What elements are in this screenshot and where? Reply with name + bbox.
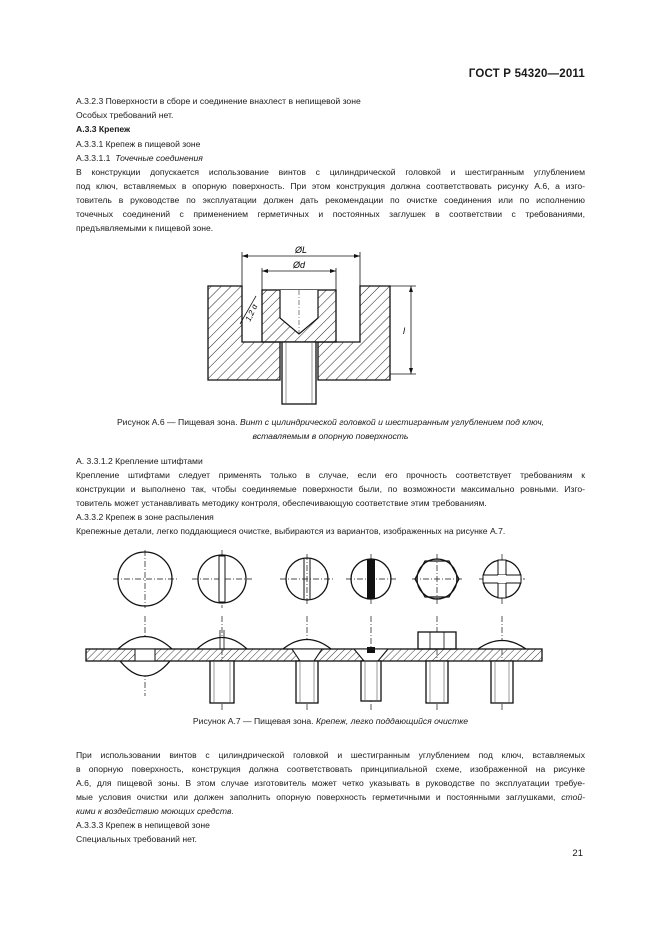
section-text-a333: Специальных требований нет. [76, 834, 197, 844]
section-heading-a333: А.3.3.3 Крепеж в непищевой зоне [76, 820, 210, 830]
fastener-section-views [86, 616, 542, 711]
paragraph-text: мые условия очистки или должен заполнить опорную поверхность герметичными и постоянными заглушками, [76, 792, 556, 802]
paragraph-line: предъявляемыми к пищевой зоне. [76, 223, 214, 233]
section-number: А.3.3.1.1 [76, 153, 111, 163]
caption-text: Крепеж, легко поддающийся очистке [315, 716, 469, 726]
fastener-top-view-1 [113, 550, 177, 608]
figure-a7-drawing [80, 546, 548, 718]
figure-a7-caption [40, 715, 621, 729]
fastener-top-view-4 [346, 554, 396, 604]
paragraph-line: товитель в руководстве по эксплуатации должен дать рекомендации по очистке соединения или по исполнению [76, 195, 585, 205]
paragraph-line: в опорную поверхность, конструкция должна соответствовать принципиальной схеме, изображенной на рисунке [76, 764, 585, 774]
fastener-top-view-3 [280, 554, 334, 604]
caption-prefix: Рисунок А.6 — Пищевая зона. [116, 417, 238, 427]
dim-label-L: ØL [294, 245, 308, 255]
section-title: Точечные соединения [115, 153, 203, 163]
section-heading-a332: А.3.3.2 Крепеж в зоне распыления [76, 512, 214, 522]
paragraph-line: конструкции и выполнено так, чтобы соединяемые поверхности были, по возможности максимально ровными. Изго- [76, 484, 585, 494]
paragraph-line: точечных соединений с применением герметичных и постоянных заглушек в соответствии с требованиями, [76, 209, 585, 219]
section-heading-a323: А.3.2.3 Поверхности в сборе и соединение внахлест в непищевой зоне [76, 96, 361, 106]
paragraph-line [76, 791, 585, 805]
section-heading-a3311 [76, 152, 203, 166]
paragraph-line: А.6, для пищевой зоны. В этом случае изготовитель может четко указывать в руководстве по эксплуатации требуе- [76, 778, 585, 788]
figure-a6-caption-line2: вставляемым в опорную поверхность [252, 431, 409, 441]
paragraph-text-italic: стой- [561, 792, 585, 802]
paragraph-line: товитель может устанавливать методику контроля, обеспечивающую соответствие этим требованиям. [76, 498, 487, 508]
section-heading-a33: А.3.3 Крепеж [76, 124, 131, 134]
paragraph-line: При использовании винтов с цилиндрической головкой и шестигранным углублением под ключ, вставляемых [76, 750, 585, 760]
figure-a6-drawing [190, 238, 430, 408]
paragraph-line-italic: кими к воздействию моющих средств. [76, 806, 234, 816]
caption-prefix: Рисунок А.7 — Пищевая зона. [192, 716, 314, 726]
fastener-top-view-5 [412, 554, 462, 604]
paragraph-line: Крепление штифтами следует применять только в случае, если его прочность соответствует требованиям к [76, 470, 585, 480]
paragraph-line: В конструкции допускается использование винтов с цилиндрической головкой и шестигранным углублением [76, 167, 585, 177]
page-number: 21 [572, 848, 583, 859]
dim-label-l: l [403, 326, 405, 336]
dim-label-angle: 1,2 α [243, 302, 260, 323]
section-heading-a3312: А. 3.3.1.2 Крепление штифтами [76, 456, 203, 466]
figure-a6-caption [40, 416, 621, 430]
dim-label-d: Ød [292, 260, 306, 270]
caption-text: Винт с цилиндрической головкой и шестигранным углублением под ключ, [239, 417, 545, 427]
fastener-top-view-6 [479, 554, 525, 604]
document-number: ГОСТ Р 54320—2011 [468, 68, 585, 80]
screw-shank [282, 342, 316, 404]
section-text-a323: Особых требований нет. [76, 110, 174, 120]
section-heading-a331: А.3.3.1 Крепеж в пищевой зоне [76, 139, 201, 149]
section-text-a332: Крепежные детали, легко поддающиеся очистке, выбираются из вариантов, изображенных на рисунке А.7. [76, 526, 506, 536]
fastener-top-view-2 [192, 550, 252, 608]
paragraph-line: под ключ, вставляемых в опорную поверхность. При этом конструкция должна соответствовать рисунку А.6, а изго- [76, 181, 585, 191]
